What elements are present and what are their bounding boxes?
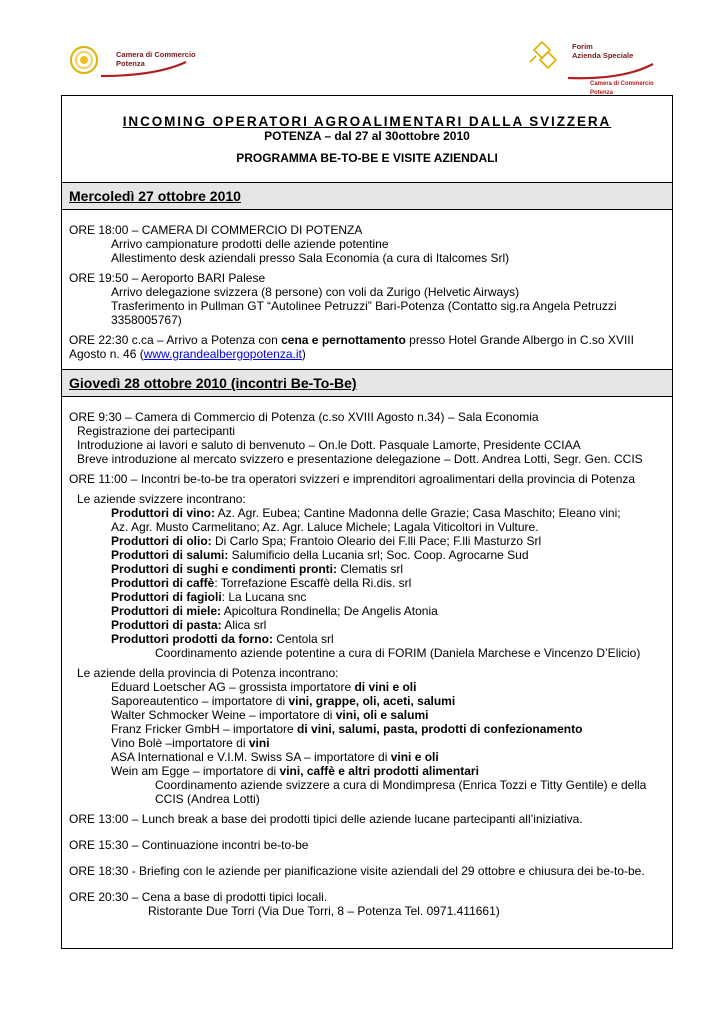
producers-list	[69, 506, 666, 646]
day1-event1-line2: Allestimento desk aziendali presso Sala Economia (a cura di Italcomes Srl)	[111, 251, 510, 265]
left-logo-line1: Camera di Commercio	[116, 50, 196, 59]
day2-event6-venue: Ristorante Due Torri (Via Due Torri, 8 – Potenza Tel. 0971.411661)	[148, 904, 500, 918]
right-logo-line2: Azienda Speciale	[572, 51, 634, 60]
day2-event2-time: ORE 11:00 – Incontri be-to-be tra operatori svizzeri e imprenditori agroalimentari della provincia di Potenza	[69, 472, 636, 486]
importer-name: Vino Bolè –importatore di	[111, 736, 249, 750]
day2-event5: ORE 18:30 - Briefing con le aziende per pianificazione visite aziendali del 29 ottobre e chiusura dei be-to-be.	[69, 864, 645, 878]
list-item	[69, 708, 666, 722]
producer-category: Produttori prodotti da forno:	[111, 632, 273, 646]
day1-event3-line2	[69, 347, 666, 361]
importer-name: Franz Fricker GmbH – importatore	[111, 722, 298, 736]
left-logo-line2: Potenza	[116, 59, 145, 68]
list-item	[69, 618, 666, 632]
list-item	[69, 604, 666, 618]
camera-commercio-logo	[66, 42, 196, 82]
list-item	[69, 548, 666, 562]
list-item	[69, 694, 666, 708]
producer-names: : Torrefazione Escaffè della Ri.dis. srl	[214, 576, 412, 590]
producer-category: Produttori di fagioli	[111, 590, 222, 604]
list-item	[69, 736, 666, 750]
producer-names: : La Lucana snc	[221, 590, 307, 604]
forim-logo	[528, 36, 658, 96]
producer-names: Az. Agr. Musto Carmelitano; Az. Agr. Laluce Michele; Lagala Viticoltori in Vulture.	[111, 520, 539, 534]
producer-category: Produttori di sughi e condimenti pronti:	[111, 562, 337, 576]
day2-event1-time: ORE 9:30 – Camera di Commercio di Potenza (c.so XVIII Agosto n.34) – Sala Economia	[69, 410, 539, 424]
importers-list	[69, 680, 666, 778]
day2-heading: Giovedì 28 ottobre 2010 (incontri Be-To-Be)	[62, 369, 672, 397]
producer-names: Salumificio della Lucania srl; Soc. Coop. Agrocarne Sud	[228, 548, 529, 562]
hotel-website-link[interactable]: www.grandealbergopotenza.it	[143, 347, 302, 361]
list-item	[69, 722, 666, 736]
page-subtitle: POTENZA – dal 27 al 30ottobre 2010	[264, 129, 470, 143]
day2-event1-line1: Registrazione dei partecipanti	[77, 424, 236, 438]
importer-goods: vini, caffè e altri prodotti alimentari	[279, 764, 479, 778]
importer-goods: di vini, salumi, pasta, prodotti di confezionamento	[297, 722, 583, 736]
list-item	[69, 590, 666, 604]
producer-names: Clematis srl	[336, 562, 403, 576]
day1-event3-text-d: Agosto n. 46 (	[69, 347, 144, 361]
program-frame	[61, 95, 673, 949]
swiss-companies-intro: Le aziende svizzere incontrano:	[77, 492, 246, 506]
right-logo-line3: Camera di Commercio Potenza	[590, 81, 654, 96]
importer-goods: di vini e oli	[354, 680, 417, 694]
day1-event3	[69, 333, 666, 347]
producer-category: Produttori di salumi:	[111, 548, 229, 562]
producer-category: Produttori di pasta:	[111, 618, 222, 632]
day1-event3-text-c: presso Hotel Grande Albergo in C.so XVIII	[405, 333, 634, 347]
list-item	[69, 764, 666, 778]
day2-event3: ORE 13:00 – Lunch break a base dei prodotti tipici delle aziende lucane partecipanti all’iniziativa.	[69, 812, 583, 826]
importer-name: Eduard Loetscher AG – grossista importatore	[111, 680, 355, 694]
day1-event3-bold: cena e pernottamento	[281, 333, 406, 347]
list-item	[69, 562, 666, 576]
day2-event4: ORE 15:30 – Continuazione incontri be-to-be	[69, 838, 309, 852]
program-title: PROGRAMMA BE-TO-BE E VISITE AZIENDALI	[236, 151, 498, 165]
day1-event3-text-e: )	[301, 347, 306, 361]
producer-category: Produttori di caffè	[111, 576, 215, 590]
producer-names: Alica srl	[221, 618, 267, 632]
day1-section	[62, 210, 672, 369]
producer-names: Az. Agr. Eubea; Cantine Madonna delle Grazie; Casa Maschito; Eleano vini;	[215, 506, 621, 520]
right-logo-line1: Forim	[572, 42, 593, 51]
day1-event2-line2: Trasferimento in Pullman GT “Autolinee Petruzzi” Bari-Potenza (Contatto sig.ra Angela Petruzzi	[111, 299, 617, 313]
producer-category: Produttori di vino:	[111, 506, 215, 520]
importer-goods: vini, grappe, oli, aceti, salumi	[288, 694, 456, 708]
producer-category: Produttori di olio:	[111, 534, 212, 548]
producer-names: Di Carlo Spa; Frantoio Oleario dei F.lli Pace; F.lli Masturzo Srl	[211, 534, 542, 548]
importer-goods: vini e oli	[390, 750, 439, 764]
swiss-coordination-line1: Coordinamento aziende svizzere a cura di Mondimpresa (Enrica Tozzi e Titty Gentile) e della	[155, 778, 647, 792]
day1-event2-line1: Arrivo delegazione svizzera (8 persone) con voli da Zurigo (Helvetic Airways)	[111, 285, 520, 299]
list-item	[69, 750, 666, 764]
importer-goods: vini, oli e salumi	[335, 708, 429, 722]
importer-name: Saporeautentico – importatore di	[111, 694, 289, 708]
list-item	[69, 520, 666, 534]
swiss-coordination-line2: CCIS (Andrea Lotti)	[155, 792, 260, 806]
list-item	[69, 632, 666, 646]
importer-name: Wein am Egge – importatore di	[111, 764, 280, 778]
importer-name: ASA International e V.I.M. Swiss SA – importatore di	[111, 750, 391, 764]
producer-names: Apicoltura Rondinella; De Angelis Atonia	[221, 604, 438, 618]
day2-section	[62, 397, 672, 922]
day1-event2-time: ORE 19:50 – Aeroporto BARI Palese	[69, 271, 266, 285]
day1-event1-line1: Arrivo campionature prodotti delle aziende potentine	[111, 237, 389, 251]
forim-coordination: Coordinamento aziende potentine a cura di FORIM (Daniela Marchese e Vincenzo D’Elicio)	[155, 646, 641, 660]
importer-goods: vini	[248, 736, 270, 750]
producer-names: Centola srl	[272, 632, 334, 646]
importer-name: Walter Schmocker Weine – importatore di	[111, 708, 336, 722]
list-item	[69, 576, 666, 590]
program-header	[62, 96, 672, 183]
day2-event6: ORE 20:30 – Cena a base di prodotti tipici locali.	[69, 890, 328, 904]
day1-heading: Mercoledì 27 ottobre 2010	[62, 183, 672, 210]
potenza-companies-intro: Le aziende della provincia di Potenza incontrano:	[77, 666, 339, 680]
page-title: INCOMING OPERATORI AGROALIMENTARI DALLA SVIZZERA	[122, 114, 612, 129]
day1-event2-line3: 3358005767)	[111, 313, 182, 327]
day1-event1-time: ORE 18:00 – CAMERA DI COMMERCIO DI POTENZA	[69, 223, 363, 237]
list-item	[69, 506, 666, 520]
list-item	[69, 534, 666, 548]
day1-event3-text-a: ORE 22:30 c.ca – Arrivo a Potenza con	[69, 333, 282, 347]
list-item	[69, 680, 666, 694]
producer-category: Produttori di miele:	[111, 604, 222, 618]
day2-event1-line2: Introduzione ai lavori e saluto di benvenuto – On.le Dott. Pasquale Lamorte, Presidente CCIAA	[77, 438, 581, 452]
day2-event1-line3: Breve introduzione al mercato svizzero e presentazione delegazione – Dott. Andrea Lotti, Segr. Gen. CCIS	[77, 452, 643, 466]
